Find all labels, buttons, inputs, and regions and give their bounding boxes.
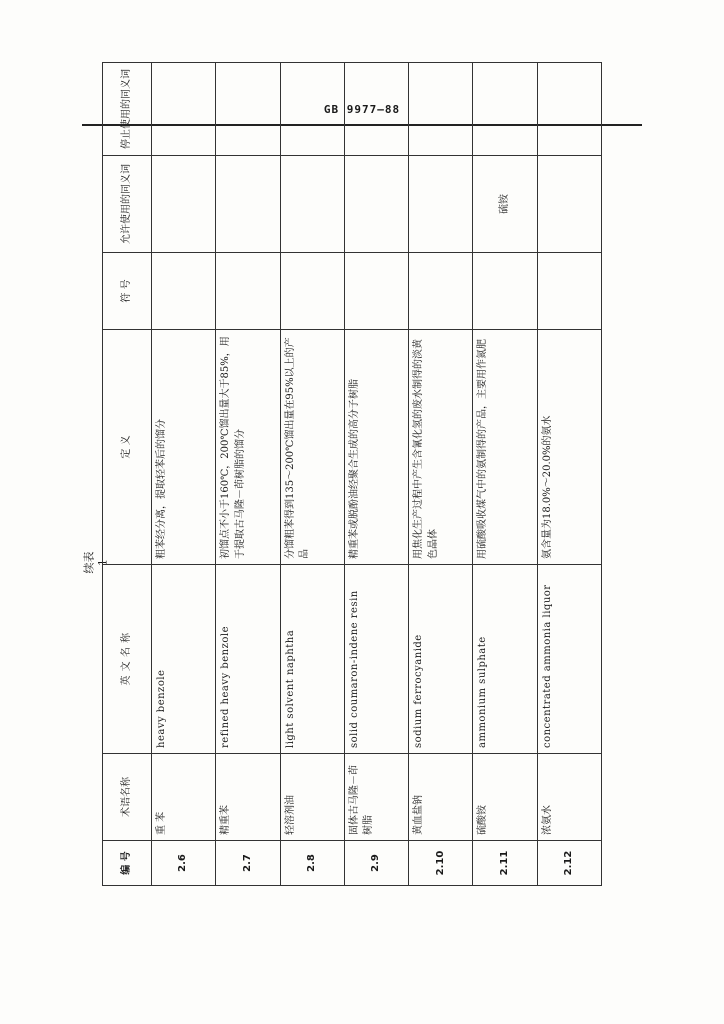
table-header-row — [103, 63, 152, 886]
cell-english: solid coumaron-indene resin — [344, 565, 408, 754]
header-definition: 定 义 — [103, 330, 152, 565]
cell-number: 2.8 — [280, 841, 344, 886]
table-row — [344, 63, 408, 886]
cell-obsolete-synonym — [280, 63, 344, 156]
cell-definition: 分馏粗苯得到135～200℃馏出量在95%以上的产品 — [280, 330, 344, 565]
terms-table — [102, 62, 602, 886]
cell-number: 2.10 — [409, 841, 473, 886]
cell-english: refined heavy benzole — [216, 565, 280, 754]
table-caption: 续表 1 — [82, 551, 110, 574]
cell-number: 2.9 — [344, 841, 408, 886]
cell-definition: 用焦化生产过程中产生含氰化氢的废水制得的淡黄色晶体 — [409, 330, 473, 565]
standard-header: GB 9977—88 — [323, 103, 401, 116]
cell-term: 精重苯 — [216, 754, 280, 841]
cell-symbol — [280, 253, 344, 330]
table-row — [473, 63, 537, 886]
cell-definition: 用硫酸吸收煤气中的氨制得的产品，主要用作氮肥 — [473, 330, 537, 565]
table-row — [409, 63, 473, 886]
cell-english: light solvent naphtha — [280, 565, 344, 754]
cell-allowed-synonym — [152, 156, 216, 253]
cell-definition: 初馏点不小于160℃，200℃馏出量大于85%，用于提取古马隆－茚树脂的馏分 — [216, 330, 280, 565]
cell-allowed-synonym — [280, 156, 344, 253]
cell-symbol — [473, 253, 537, 330]
cell-allowed-synonym — [537, 156, 601, 253]
cell-term: 重 苯 — [152, 754, 216, 841]
cell-term: 硫酸铵 — [473, 754, 537, 841]
cell-obsolete-synonym — [409, 63, 473, 156]
table-row — [152, 63, 216, 886]
cell-term: 固体古马隆－茚树脂 — [344, 754, 408, 841]
cell-english: concentrated ammonia liquor — [537, 565, 601, 754]
cell-number: 2.7 — [216, 841, 280, 886]
cell-obsolete-synonym — [344, 63, 408, 156]
cell-symbol — [409, 253, 473, 330]
cell-allowed-synonym — [216, 156, 280, 253]
cell-term: 轻溶剂油 — [280, 754, 344, 841]
cell-english: heavy benzole — [152, 565, 216, 754]
cell-english: ammonium sulphate — [473, 565, 537, 754]
cell-obsolete-synonym — [216, 63, 280, 156]
cell-allowed-synonym — [409, 156, 473, 253]
cell-definition: 精重苯或脱酚油经聚合生成的高分子树脂 — [344, 330, 408, 565]
header-obsolete-synonym: 停止使用的同义词 — [103, 63, 152, 156]
cell-obsolete-synonym — [537, 63, 601, 156]
cell-allowed-synonym — [344, 156, 408, 253]
cell-number: 2.11 — [473, 841, 537, 886]
table-row — [537, 63, 601, 886]
cell-number: 2.12 — [537, 841, 601, 886]
header-number: 编 号 — [103, 841, 152, 886]
cell-symbol — [537, 253, 601, 330]
cell-symbol — [216, 253, 280, 330]
cell-definition: 氨含量为18.0%～20.0%的氨水 — [537, 330, 601, 565]
cell-symbol — [152, 253, 216, 330]
cell-obsolete-synonym — [473, 63, 537, 156]
header-symbol: 符 号 — [103, 253, 152, 330]
header-english: 英 文 名 称 — [103, 565, 152, 754]
cell-term: 黄血盐钠 — [409, 754, 473, 841]
cell-symbol — [344, 253, 408, 330]
table-row — [280, 63, 344, 886]
table-row — [216, 63, 280, 886]
header-term: 术语名称 — [103, 754, 152, 841]
cell-term: 浓氨水 — [537, 754, 601, 841]
cell-english: sodium ferrocyanide — [409, 565, 473, 754]
cell-allowed-synonym: 硫铵 — [473, 156, 537, 253]
cell-definition: 粗苯经分离，提取轻苯后的馏分 — [152, 330, 216, 565]
cell-number: 2.6 — [152, 841, 216, 886]
header-allowed-synonym: 允许使用的同义词 — [103, 156, 152, 253]
cell-obsolete-synonym — [152, 63, 216, 156]
